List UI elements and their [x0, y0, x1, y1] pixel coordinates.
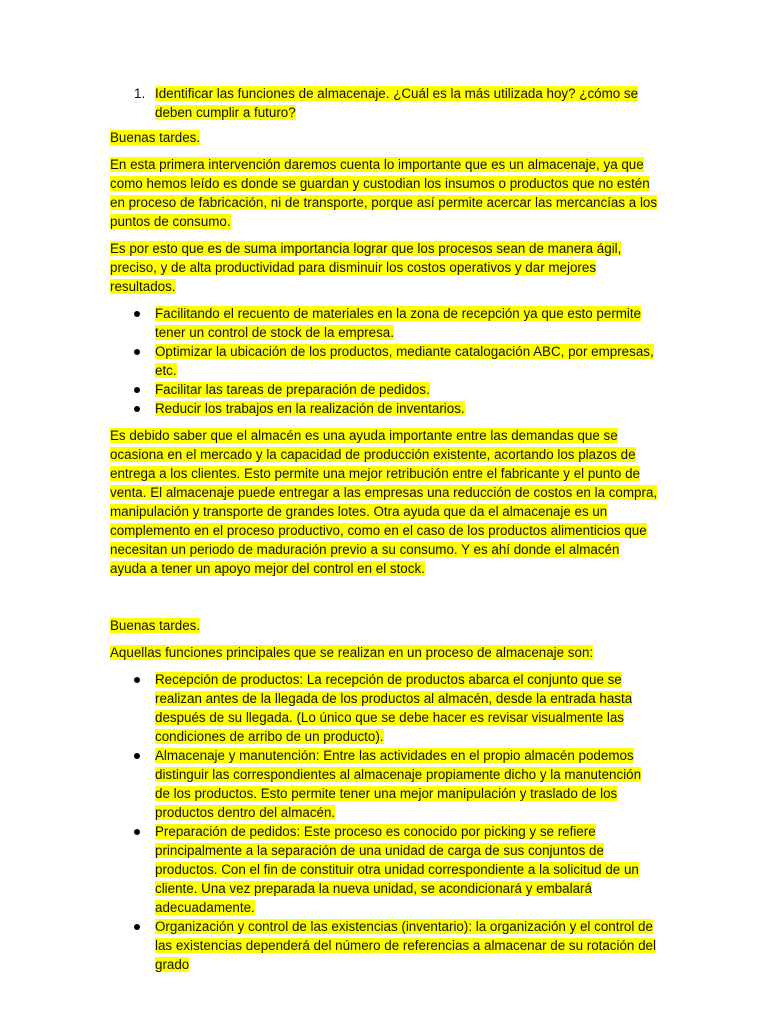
bullet-icon — [134, 311, 140, 317]
list-item: Facilitar las tareas de preparación de pedidos. — [110, 380, 658, 399]
bullet-icon — [134, 387, 140, 393]
paragraph-importance: Es por esto que es de suma importancia lograr que los procesos sean de manera ágil, preciso, y de alta productividad para disminuir los costos operativos y dar mejores resultados. — [110, 241, 622, 294]
list-item: Optimizar la ubicación de los productos, mediante catalogación ABC, por empresas, etc. — [110, 342, 658, 380]
bullet-icon — [134, 349, 140, 355]
bullet-icon — [134, 924, 140, 930]
list-item: Almacenaje y manutención: Entre las actividades en el propio almacén podemos distinguir las correspondientes al almacenaje propiamente dicho y la manutención de los productos. Esto permite tener una mejor manipulación y traslado de los productos dentro del almacén. — [110, 746, 658, 822]
bullet-icon — [134, 406, 140, 412]
list-item: Organización y control de las existencias (inventario): la organización y el control de las existencias dependerá del número de referencias a almacenar de su rotación del grado — [110, 917, 658, 974]
bullet-list-second — [110, 670, 658, 974]
question-item — [110, 84, 658, 122]
greeting-second: Buenas tardes. — [110, 618, 201, 633]
question-list — [110, 84, 658, 122]
list-item: Preparación de pedidos: Este proceso es conocido por picking y se refiere principalmente a la separación de una unidad de carga de sus conjuntos de productos. Con el fin de constituir otra unidad correspondiente a la solicitud de un cliente. Una vez preparada la nueva unidad, se acondicionará y embalará adecuadamente. — [110, 822, 658, 917]
paragraph-functions-intro: Aquellas funciones principales que se realizan en un proceso de almacenaje son: — [110, 645, 594, 660]
list-item: Reducir los trabajos en la realización de inventarios. — [110, 399, 658, 418]
paragraph-intro: En esta primera intervención daremos cuenta lo importante que es un almacenaje, ya que como hemos leído es donde se guardan y custodian los insumos o productos que no estén en proceso de fabricación, ni de transporte, porque así permite acercar las mercancías a los puntos de consumo. — [110, 157, 658, 229]
bullet-list-first — [110, 304, 658, 418]
list-item: Recepción de productos: La recepción de productos abarca el conjunto que se realizan antes de la llegada de los productos al almacén, desde la entrada hasta después de su llegada. (Lo único que se debe hacer es revisar visualmente las condiciones de arribo de un producto). — [110, 670, 658, 746]
bullet-icon — [134, 753, 140, 759]
list-item: Facilitando el recuento de materiales en la zona de recepción ya que esto permite tener un control de stock de la empresa. — [110, 304, 658, 342]
paragraph-warehouse-support: Es debido saber que el almacén es una ayuda importante entre las demandas que se ocasiona en el mercado y la capacidad de producción existente, acortando los plazos de entrega a los clientes. Esto permite una mejor retribución entre el fabricante y el punto de venta. El almacenaje puede entregar a las empresas una reducción de costos en la compra, manipulación y transporte de grandes lotes. Otra ayuda que da el almacenaje es un complemento en el proceso productivo, como en el caso de los productos alimenticios que necesitan un periodo de maduración previo a su consumo. Y es ahí donde el almacén ayuda a tener un apoyo mejor del control en el stock. — [110, 428, 658, 576]
greeting-first: Buenas tardes. — [110, 130, 201, 145]
question-number: 1. — [134, 86, 146, 101]
question-text: Identificar las funciones de almacenaje. ¿Cuál es la más utilizada hoy? ¿cómo se deben cumplir a futuro? — [155, 86, 639, 120]
section-gap — [110, 586, 658, 616]
bullet-icon — [134, 829, 140, 835]
bullet-icon — [134, 677, 140, 683]
